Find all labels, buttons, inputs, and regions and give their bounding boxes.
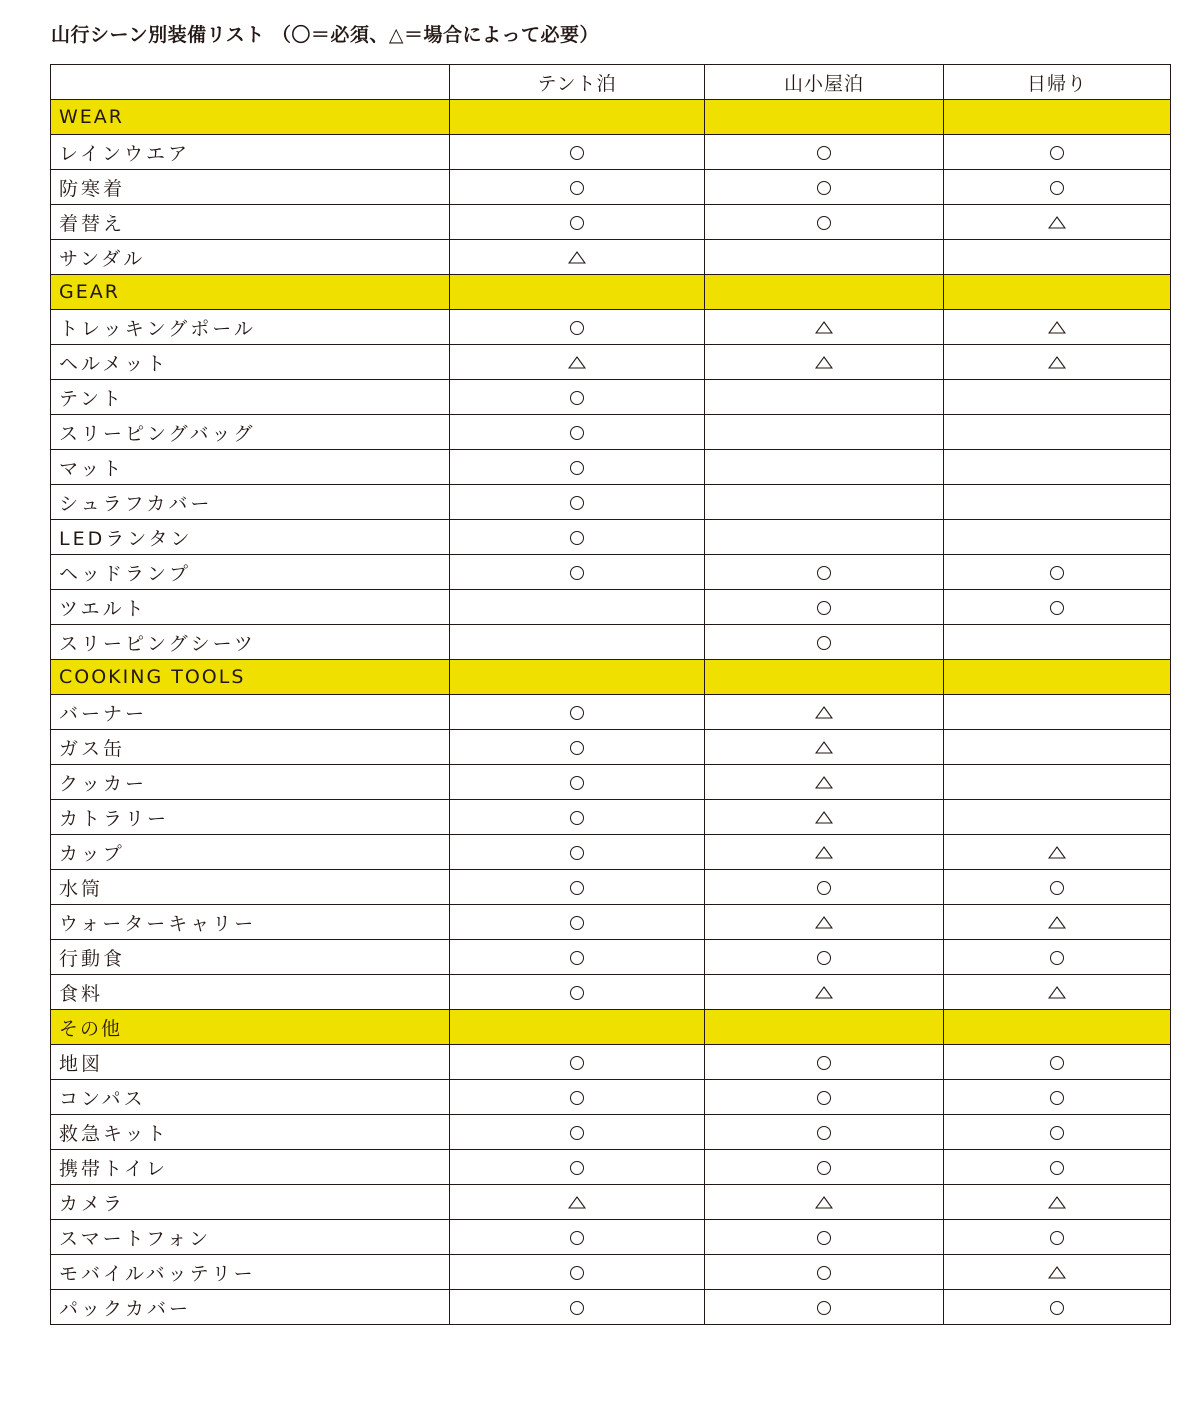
cell-tent — [450, 345, 705, 380]
table-row — [51, 1080, 1171, 1115]
item-name: ヘッドランプ — [51, 555, 450, 590]
section-cell-day — [944, 275, 1171, 310]
column-header-item — [51, 65, 450, 100]
item-name: モバイルバッテリー — [51, 1255, 450, 1290]
table-row — [51, 555, 1171, 590]
cell-day — [944, 1080, 1171, 1115]
table-row — [51, 940, 1171, 975]
cell-day — [944, 625, 1171, 660]
circle-mark-icon — [817, 1091, 831, 1105]
circle-mark-icon — [1050, 1161, 1064, 1175]
column-header-tent: テント泊 — [450, 65, 705, 100]
cell-day — [944, 835, 1171, 870]
cell-hut — [705, 450, 944, 485]
column-header-hut: 山小屋泊 — [705, 65, 944, 100]
cell-day — [944, 1255, 1171, 1290]
circle-mark-icon — [570, 986, 584, 1000]
cell-hut — [705, 520, 944, 555]
circle-mark-icon — [570, 881, 584, 895]
item-name: 行動食 — [51, 940, 450, 975]
triangle-mark-icon — [815, 321, 833, 334]
circle-mark-icon — [1050, 146, 1064, 160]
cell-day — [944, 205, 1171, 240]
circle-mark-icon — [817, 1301, 831, 1315]
section-label: GEAR — [51, 275, 450, 310]
item-name: 着替え — [51, 205, 450, 240]
cell-day — [944, 450, 1171, 485]
circle-mark-icon — [570, 566, 584, 580]
cell-tent — [450, 240, 705, 275]
circle-mark-icon — [817, 216, 831, 230]
cell-hut — [705, 730, 944, 765]
cell-tent — [450, 310, 705, 345]
cell-hut — [705, 555, 944, 590]
table-row — [51, 520, 1171, 555]
section-cell-day — [944, 100, 1171, 135]
cell-hut — [705, 1220, 944, 1255]
cell-hut — [705, 1150, 944, 1185]
equipment-table — [50, 64, 1171, 1325]
cell-tent — [450, 905, 705, 940]
cell-hut — [705, 1045, 944, 1080]
cell-hut — [705, 800, 944, 835]
cell-tent — [450, 800, 705, 835]
table-row — [51, 1185, 1171, 1220]
cell-day — [944, 345, 1171, 380]
cell-tent — [450, 520, 705, 555]
triangle-mark-icon — [568, 356, 586, 369]
table-row — [51, 485, 1171, 520]
triangle-mark-icon — [1048, 986, 1066, 999]
circle-mark-icon — [570, 706, 584, 720]
cell-day — [944, 730, 1171, 765]
cell-hut — [705, 1290, 944, 1325]
cell-hut — [705, 835, 944, 870]
cell-day — [944, 1290, 1171, 1325]
triangle-mark-icon — [815, 741, 833, 754]
cell-tent — [450, 695, 705, 730]
section-cell-hut — [705, 100, 944, 135]
header-row — [51, 65, 1171, 100]
circle-mark-icon — [570, 811, 584, 825]
cell-hut — [705, 205, 944, 240]
cell-tent — [450, 1045, 705, 1080]
cell-tent — [450, 450, 705, 485]
section-cell-tent — [450, 100, 705, 135]
item-name: クッカー — [51, 765, 450, 800]
triangle-mark-icon — [1048, 1196, 1066, 1209]
page-title: 山行シーン別装備リスト （〇＝必須、△＝場合によって必要） — [51, 24, 599, 46]
cell-day — [944, 870, 1171, 905]
cell-day — [944, 1150, 1171, 1185]
circle-mark-icon — [1050, 881, 1064, 895]
section-cell-hut — [705, 1010, 944, 1045]
circle-mark-icon — [570, 776, 584, 790]
circle-mark-icon — [817, 1056, 831, 1070]
section-cell-hut — [705, 275, 944, 310]
cell-tent — [450, 170, 705, 205]
section-cell-hut — [705, 660, 944, 695]
section-cell-day — [944, 1010, 1171, 1045]
table-row — [51, 765, 1171, 800]
cell-hut — [705, 590, 944, 625]
cell-hut — [705, 940, 944, 975]
circle-mark-icon — [1050, 951, 1064, 965]
triangle-mark-icon — [815, 356, 833, 369]
table-row — [51, 590, 1171, 625]
table-row — [51, 1255, 1171, 1290]
section-cell-tent — [450, 275, 705, 310]
cell-tent — [450, 625, 705, 660]
cell-hut — [705, 1185, 944, 1220]
item-name: ヘルメット — [51, 345, 450, 380]
cell-day — [944, 800, 1171, 835]
circle-mark-icon — [570, 146, 584, 160]
table-row — [51, 975, 1171, 1010]
cell-hut — [705, 625, 944, 660]
table-row — [51, 1150, 1171, 1185]
circle-mark-icon — [570, 321, 584, 335]
table-row — [51, 730, 1171, 765]
cell-tent — [450, 555, 705, 590]
item-name: トレッキングポール — [51, 310, 450, 345]
circle-mark-icon — [817, 181, 831, 195]
table-row — [51, 835, 1171, 870]
cell-tent — [450, 1185, 705, 1220]
triangle-mark-icon — [815, 916, 833, 929]
cell-day — [944, 240, 1171, 275]
item-name: 水筒 — [51, 870, 450, 905]
section-cell-day — [944, 660, 1171, 695]
cell-day — [944, 975, 1171, 1010]
item-name: マット — [51, 450, 450, 485]
cell-tent — [450, 1255, 705, 1290]
circle-mark-icon — [1050, 1056, 1064, 1070]
circle-mark-icon — [817, 146, 831, 160]
circle-mark-icon — [570, 216, 584, 230]
cell-hut — [705, 240, 944, 275]
circle-mark-icon — [570, 426, 584, 440]
table-row — [51, 135, 1171, 170]
table-row — [51, 1220, 1171, 1255]
circle-mark-icon — [570, 1266, 584, 1280]
table-row — [51, 415, 1171, 450]
cell-hut — [705, 415, 944, 450]
circle-mark-icon — [817, 1126, 831, 1140]
cell-hut — [705, 1255, 944, 1290]
circle-mark-icon — [570, 951, 584, 965]
circle-mark-icon — [570, 1231, 584, 1245]
cell-tent — [450, 1080, 705, 1115]
circle-mark-icon — [570, 1301, 584, 1315]
cell-hut — [705, 1080, 944, 1115]
cell-tent — [450, 765, 705, 800]
item-name: カップ — [51, 835, 450, 870]
section-cell-tent — [450, 1010, 705, 1045]
column-header-day: 日帰り — [944, 65, 1171, 100]
cell-hut — [705, 135, 944, 170]
circle-mark-icon — [817, 566, 831, 580]
table-row — [51, 1045, 1171, 1080]
circle-mark-icon — [570, 496, 584, 510]
cell-day — [944, 170, 1171, 205]
table-row — [51, 170, 1171, 205]
circle-mark-icon — [570, 1091, 584, 1105]
cell-day — [944, 940, 1171, 975]
table-row — [51, 205, 1171, 240]
table-row — [51, 870, 1171, 905]
circle-mark-icon — [817, 951, 831, 965]
item-name: バーナー — [51, 695, 450, 730]
table-row — [51, 800, 1171, 835]
item-name: スリーピングバッグ — [51, 415, 450, 450]
circle-mark-icon — [817, 1266, 831, 1280]
cell-tent — [450, 135, 705, 170]
cell-tent — [450, 415, 705, 450]
cell-tent — [450, 835, 705, 870]
cell-day — [944, 590, 1171, 625]
triangle-mark-icon — [1048, 1266, 1066, 1279]
triangle-mark-icon — [815, 706, 833, 719]
item-name: カメラ — [51, 1185, 450, 1220]
section-row — [51, 1010, 1171, 1045]
circle-mark-icon — [1050, 1231, 1064, 1245]
table-row — [51, 1290, 1171, 1325]
cell-tent — [450, 1290, 705, 1325]
cell-hut — [705, 1115, 944, 1150]
item-name: レインウエア — [51, 135, 450, 170]
item-name: 防寒着 — [51, 170, 450, 205]
cell-day — [944, 905, 1171, 940]
cell-hut — [705, 170, 944, 205]
item-name: 救急キット — [51, 1115, 450, 1150]
cell-hut — [705, 695, 944, 730]
cell-day — [944, 310, 1171, 345]
cell-tent — [450, 1220, 705, 1255]
table-row — [51, 1115, 1171, 1150]
item-name: 食料 — [51, 975, 450, 1010]
circle-mark-icon — [1050, 181, 1064, 195]
item-name: 地図 — [51, 1045, 450, 1080]
cell-day — [944, 135, 1171, 170]
triangle-mark-icon — [568, 1196, 586, 1209]
cell-day — [944, 415, 1171, 450]
cell-tent — [450, 205, 705, 240]
circle-mark-icon — [570, 846, 584, 860]
circle-mark-icon — [570, 531, 584, 545]
triangle-mark-icon — [1048, 321, 1066, 334]
cell-hut — [705, 380, 944, 415]
circle-mark-icon — [570, 1161, 584, 1175]
section-row — [51, 100, 1171, 135]
item-name: LEDランタン — [51, 520, 450, 555]
item-name: シュラフカバー — [51, 485, 450, 520]
item-name: カトラリー — [51, 800, 450, 835]
table-row — [51, 310, 1171, 345]
cell-hut — [705, 870, 944, 905]
cell-day — [944, 765, 1171, 800]
section-label: WEAR — [51, 100, 450, 135]
cell-tent — [450, 1150, 705, 1185]
item-name: テント — [51, 380, 450, 415]
item-name: ツエルト — [51, 590, 450, 625]
cell-day — [944, 1220, 1171, 1255]
item-name: コンパス — [51, 1080, 450, 1115]
item-name: スリーピングシーツ — [51, 625, 450, 660]
triangle-mark-icon — [815, 776, 833, 789]
circle-mark-icon — [1050, 601, 1064, 615]
cell-day — [944, 1185, 1171, 1220]
circle-mark-icon — [817, 601, 831, 615]
circle-mark-icon — [1050, 1301, 1064, 1315]
cell-hut — [705, 975, 944, 1010]
circle-mark-icon — [817, 636, 831, 650]
circle-mark-icon — [570, 1126, 584, 1140]
cell-day — [944, 485, 1171, 520]
cell-day — [944, 695, 1171, 730]
cell-tent — [450, 485, 705, 520]
circle-mark-icon — [817, 881, 831, 895]
circle-mark-icon — [570, 1056, 584, 1070]
circle-mark-icon — [1050, 1126, 1064, 1140]
triangle-mark-icon — [568, 251, 586, 264]
triangle-mark-icon — [815, 1196, 833, 1209]
cell-day — [944, 1115, 1171, 1150]
table-row — [51, 625, 1171, 660]
cell-hut — [705, 765, 944, 800]
cell-hut — [705, 310, 944, 345]
cell-hut — [705, 905, 944, 940]
section-row — [51, 660, 1171, 695]
circle-mark-icon — [570, 741, 584, 755]
cell-tent — [450, 975, 705, 1010]
circle-mark-icon — [817, 1161, 831, 1175]
item-name: ウォーターキャリー — [51, 905, 450, 940]
section-row — [51, 275, 1171, 310]
item-name: ガス缶 — [51, 730, 450, 765]
cell-tent — [450, 870, 705, 905]
table-row — [51, 240, 1171, 275]
circle-mark-icon — [570, 391, 584, 405]
item-name: パックカバー — [51, 1290, 450, 1325]
triangle-mark-icon — [1048, 846, 1066, 859]
triangle-mark-icon — [1048, 916, 1066, 929]
cell-day — [944, 520, 1171, 555]
table-body — [51, 100, 1171, 1325]
cell-hut — [705, 345, 944, 380]
table-row — [51, 450, 1171, 485]
cell-day — [944, 380, 1171, 415]
circle-mark-icon — [1050, 566, 1064, 580]
circle-mark-icon — [817, 1231, 831, 1245]
section-label: その他 — [51, 1010, 450, 1045]
cell-tent — [450, 1115, 705, 1150]
circle-mark-icon — [570, 916, 584, 930]
triangle-mark-icon — [1048, 216, 1066, 229]
triangle-mark-icon — [815, 811, 833, 824]
triangle-mark-icon — [815, 986, 833, 999]
circle-mark-icon — [570, 181, 584, 195]
triangle-mark-icon — [815, 846, 833, 859]
table-row — [51, 380, 1171, 415]
cell-tent — [450, 940, 705, 975]
cell-day — [944, 1045, 1171, 1080]
table-row — [51, 345, 1171, 380]
circle-mark-icon — [1050, 1091, 1064, 1105]
circle-mark-icon — [570, 461, 584, 475]
triangle-mark-icon — [1048, 356, 1066, 369]
item-name: スマートフォン — [51, 1220, 450, 1255]
section-label: COOKING TOOLS — [51, 660, 450, 695]
item-name: サンダル — [51, 240, 450, 275]
cell-day — [944, 555, 1171, 590]
cell-hut — [705, 485, 944, 520]
item-name: 携帯トイレ — [51, 1150, 450, 1185]
cell-tent — [450, 380, 705, 415]
cell-tent — [450, 730, 705, 765]
table-row — [51, 695, 1171, 730]
table-row — [51, 905, 1171, 940]
cell-tent — [450, 590, 705, 625]
section-cell-tent — [450, 660, 705, 695]
